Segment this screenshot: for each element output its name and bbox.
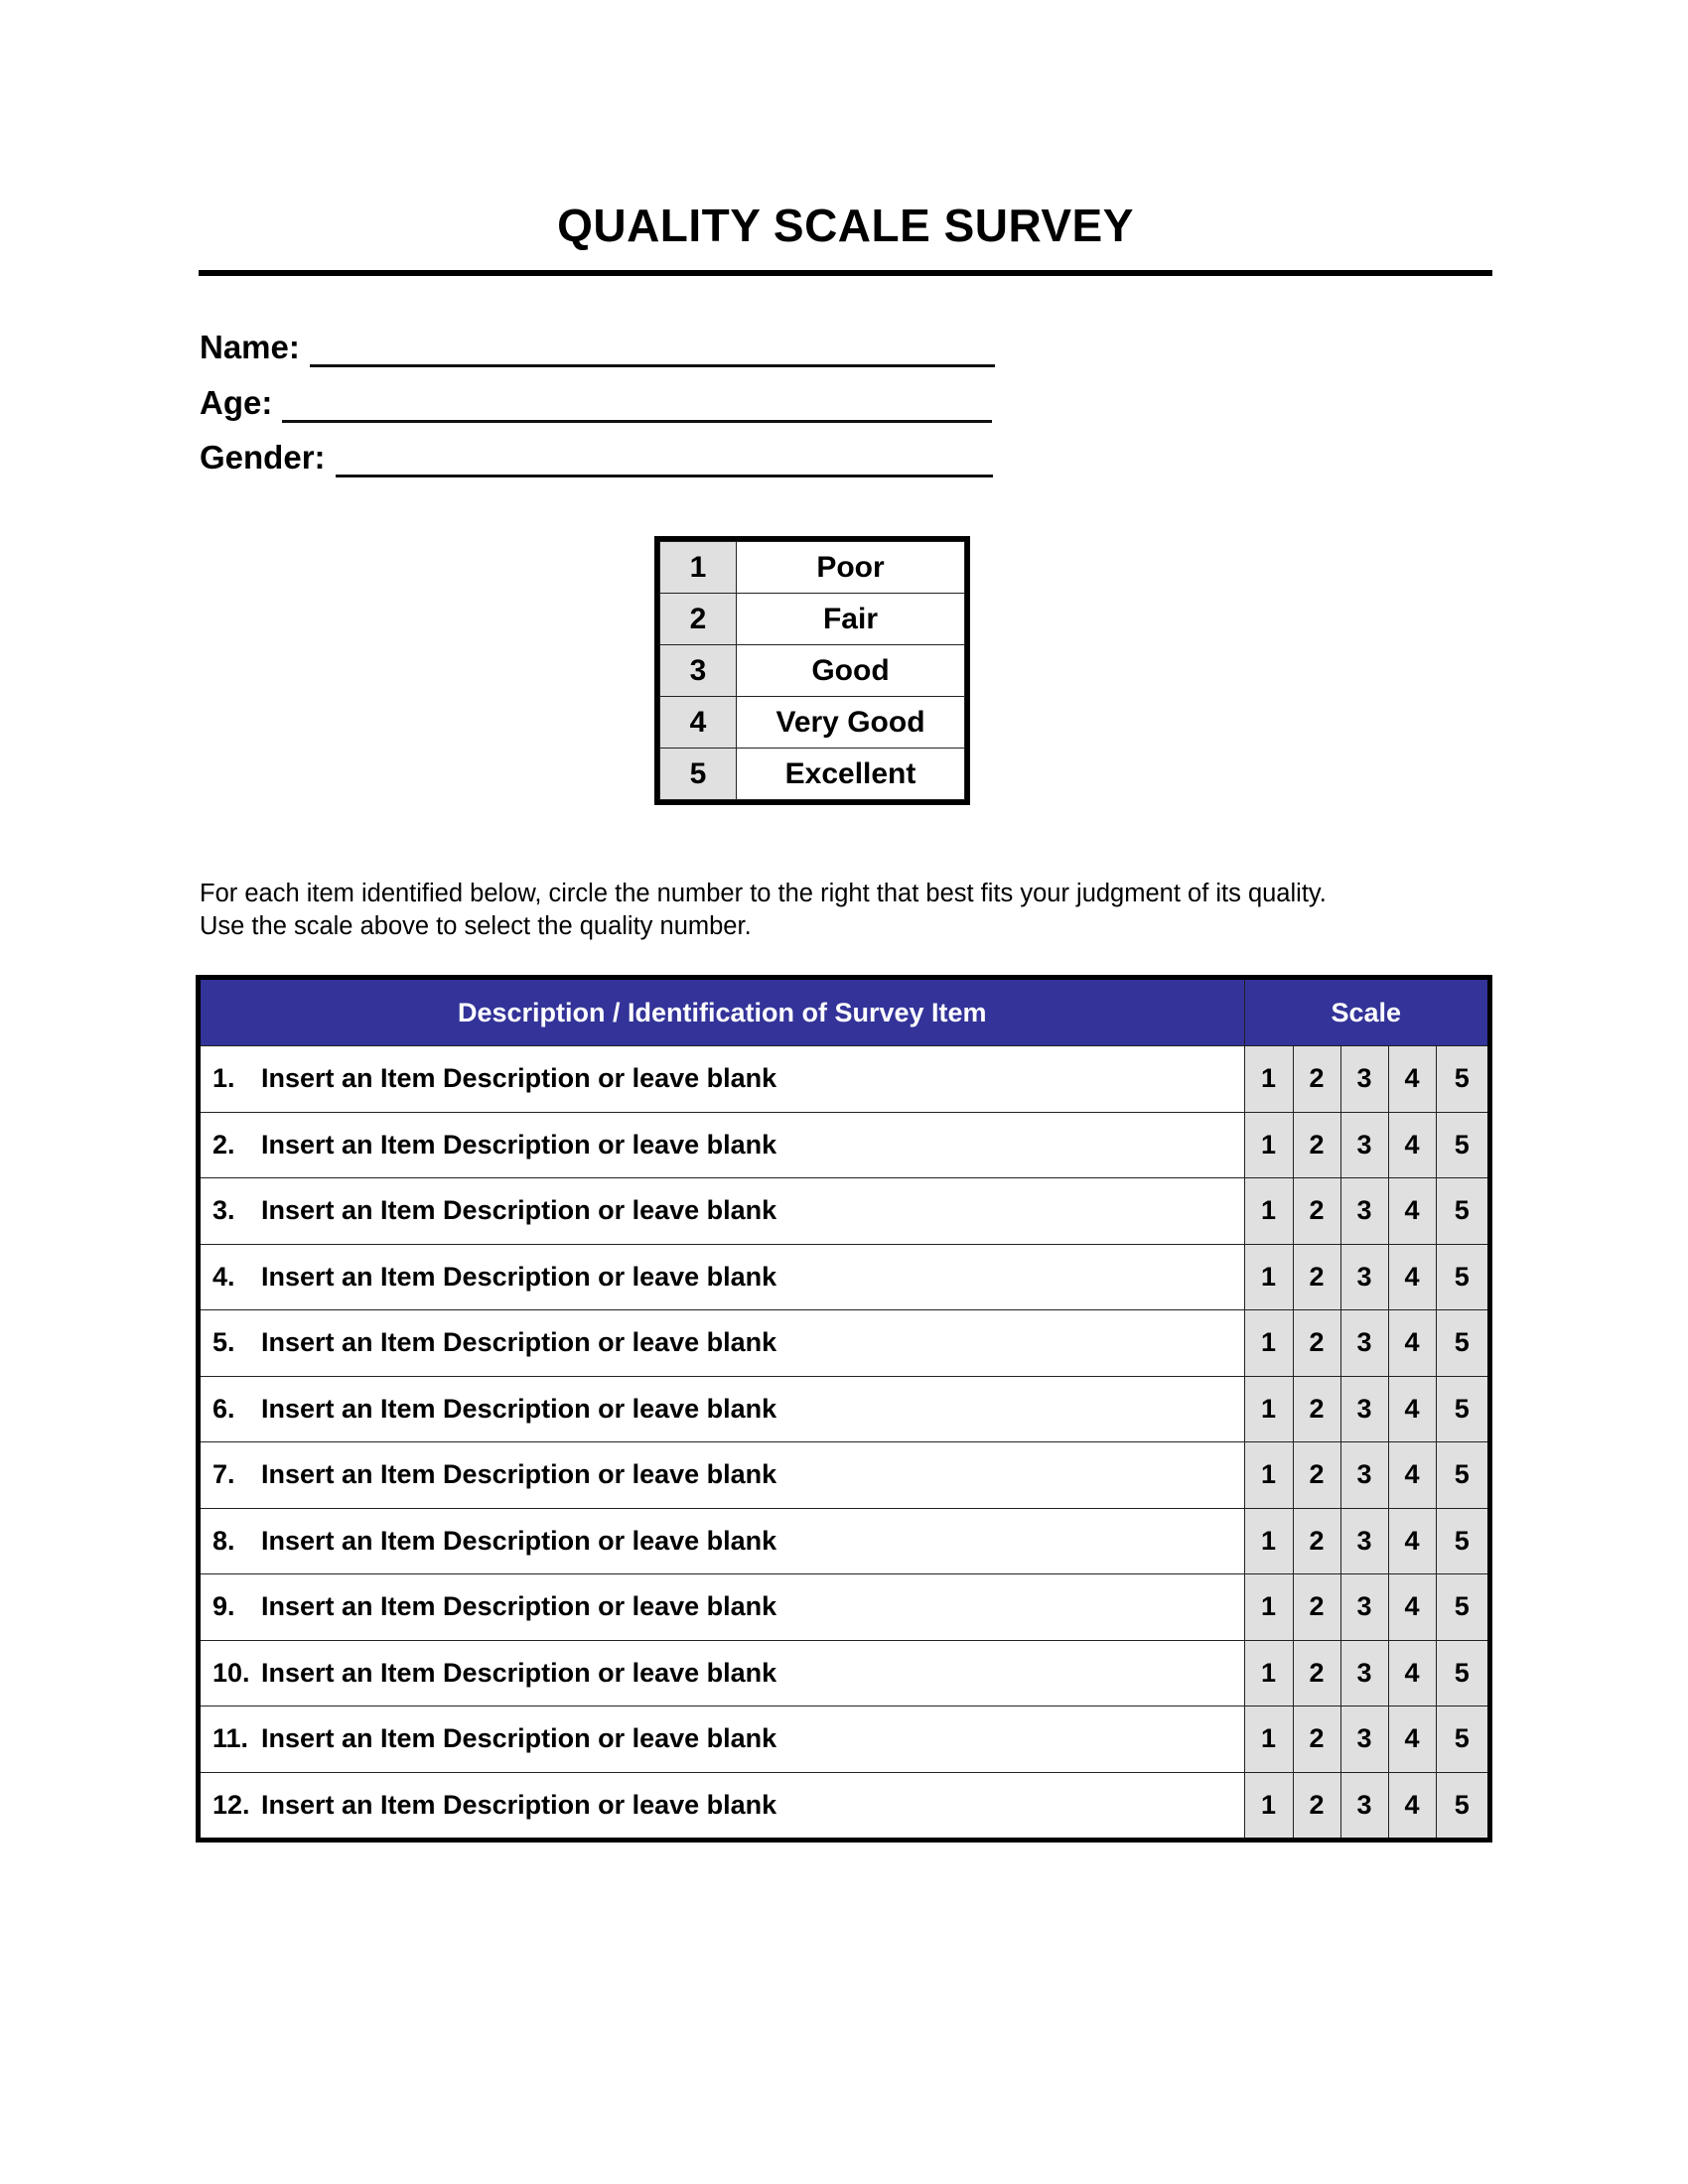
scale-option-2[interactable]: 2 [1293, 1310, 1340, 1377]
survey-item-row [201, 1706, 1487, 1773]
survey-item-description[interactable] [201, 1442, 1244, 1509]
scale-option-3[interactable]: 3 [1340, 1112, 1388, 1178]
survey-item-row [201, 1244, 1487, 1310]
scale-option-3[interactable]: 3 [1340, 1574, 1388, 1641]
survey-item-text: Insert an Item Description or leave blank [261, 1657, 777, 1688]
survey-table [201, 980, 1487, 1838]
scale-option-2[interactable]: 2 [1293, 1178, 1340, 1245]
gender-blank-line[interactable] [336, 445, 993, 478]
survey-item-description[interactable] [201, 1178, 1244, 1245]
scale-option-5[interactable]: 5 [1436, 1442, 1487, 1509]
survey-item-text: Insert an Item Description or leave blank [261, 1591, 777, 1622]
scale-option-3[interactable]: 3 [1340, 1310, 1388, 1377]
survey-item-number: 3. [212, 1195, 235, 1226]
scale-option-1[interactable]: 1 [1244, 1706, 1293, 1773]
scale-option-1[interactable]: 1 [1244, 1376, 1293, 1442]
scale-option-2[interactable]: 2 [1293, 1706, 1340, 1773]
survey-item-description[interactable] [201, 1772, 1244, 1838]
legend-label: Fair [737, 594, 965, 645]
survey-item-number: 5. [212, 1327, 235, 1358]
survey-item-description[interactable] [201, 1508, 1244, 1574]
scale-option-3[interactable]: 3 [1340, 1640, 1388, 1706]
legend-row [660, 749, 965, 800]
scale-option-5[interactable]: 5 [1436, 1640, 1487, 1706]
legend-row [660, 594, 965, 645]
survey-item-number: 6. [212, 1393, 235, 1424]
scale-option-1[interactable]: 1 [1244, 1772, 1293, 1838]
survey-item-row [201, 1046, 1487, 1113]
age-field [200, 383, 992, 423]
survey-item-text: Insert an Item Description or leave blank [261, 1063, 777, 1094]
scale-option-1[interactable]: 1 [1244, 1244, 1293, 1310]
scale-option-2[interactable]: 2 [1293, 1640, 1340, 1706]
survey-item-text: Insert an Item Description or leave blank [261, 1129, 777, 1160]
scale-option-5[interactable]: 5 [1436, 1508, 1487, 1574]
scale-legend-table [659, 541, 965, 800]
scale-option-4[interactable]: 4 [1388, 1574, 1436, 1641]
instructions-line-1: For each item identified below, circle the number to the right that best fits your judgment of its quality. [200, 880, 1327, 907]
scale-option-2[interactable]: 2 [1293, 1376, 1340, 1442]
scale-option-3[interactable]: 3 [1340, 1244, 1388, 1310]
survey-item-row [201, 1442, 1487, 1509]
legend-value: 2 [660, 594, 737, 645]
survey-item-number: 2. [212, 1129, 235, 1160]
scale-option-3[interactable]: 3 [1340, 1376, 1388, 1442]
survey-item-number: 4. [212, 1261, 235, 1292]
survey-item-row [201, 1574, 1487, 1641]
name-field [200, 328, 995, 367]
survey-item-description[interactable] [201, 1244, 1244, 1310]
scale-option-1[interactable]: 1 [1244, 1112, 1293, 1178]
legend-value: 4 [660, 697, 737, 749]
legend-value: 1 [660, 542, 737, 594]
survey-item-row [201, 1640, 1487, 1706]
scale-option-2[interactable]: 2 [1293, 1574, 1340, 1641]
scale-option-5[interactable]: 5 [1436, 1178, 1487, 1245]
legend-row [660, 542, 965, 594]
survey-item-text: Insert an Item Description or leave blank [261, 1195, 777, 1226]
survey-item-description[interactable] [201, 1574, 1244, 1641]
legend-row [660, 645, 965, 697]
scale-option-3[interactable]: 3 [1340, 1178, 1388, 1245]
survey-header-row [201, 980, 1487, 1046]
scale-option-5[interactable]: 5 [1436, 1574, 1487, 1641]
scale-option-5[interactable]: 5 [1436, 1046, 1487, 1113]
gender-field [200, 438, 993, 478]
scale-option-3[interactable]: 3 [1340, 1706, 1388, 1773]
instructions-line-2: Use the scale above to select the quality number. [200, 912, 752, 940]
legend-value: 3 [660, 645, 737, 697]
description-column-header: Description / Identification of Survey Item [201, 980, 1244, 1046]
scale-option-3[interactable]: 3 [1340, 1046, 1388, 1113]
scale-option-5[interactable]: 5 [1436, 1112, 1487, 1178]
gender-label: Gender: [200, 439, 326, 476]
survey-item-description[interactable] [201, 1112, 1244, 1178]
scale-option-5[interactable]: 5 [1436, 1244, 1487, 1310]
survey-table-container [196, 975, 1492, 1843]
survey-item-text: Insert an Item Description or leave blank [261, 1261, 777, 1292]
survey-item-text: Insert an Item Description or leave blank [261, 1525, 777, 1556]
survey-item-row [201, 1772, 1487, 1838]
survey-item-number: 7. [212, 1459, 235, 1490]
scale-option-4[interactable]: 4 [1388, 1376, 1436, 1442]
survey-item-row [201, 1310, 1487, 1377]
scale-option-4[interactable]: 4 [1388, 1706, 1436, 1773]
survey-item-description[interactable] [201, 1310, 1244, 1377]
survey-item-row [201, 1508, 1487, 1574]
scale-option-4[interactable]: 4 [1388, 1178, 1436, 1245]
legend-label: Good [737, 645, 965, 697]
scale-option-2[interactable]: 2 [1293, 1772, 1340, 1838]
survey-item-number: 10. [212, 1657, 250, 1688]
survey-item-text: Insert an Item Description or leave blank [261, 1723, 777, 1754]
survey-item-text: Insert an Item Description or leave blank [261, 1327, 777, 1358]
legend-label: Very Good [737, 697, 965, 749]
scale-option-1[interactable]: 1 [1244, 1508, 1293, 1574]
scale-option-5[interactable]: 5 [1436, 1706, 1487, 1773]
survey-item-description[interactable] [201, 1706, 1244, 1773]
survey-item-text: Insert an Item Description or leave blank [261, 1789, 777, 1820]
scale-option-2[interactable]: 2 [1293, 1046, 1340, 1113]
scale-option-3[interactable]: 3 [1340, 1442, 1388, 1509]
survey-item-row [201, 1376, 1487, 1442]
document-title: QUALITY SCALE SURVEY [557, 200, 1134, 251]
scale-option-2[interactable]: 2 [1293, 1442, 1340, 1509]
survey-item-row [201, 1178, 1487, 1245]
survey-item-number: 12. [212, 1789, 250, 1820]
survey-item-row [201, 1112, 1487, 1178]
survey-item-number: 11. [212, 1723, 249, 1754]
scale-option-5[interactable]: 5 [1436, 1772, 1487, 1838]
legend-row [660, 697, 965, 749]
scale-option-2[interactable]: 2 [1293, 1508, 1340, 1574]
scale-option-4[interactable]: 4 [1388, 1112, 1436, 1178]
scale-option-2[interactable]: 2 [1293, 1112, 1340, 1178]
scale-option-1[interactable]: 1 [1244, 1574, 1293, 1641]
age-label: Age: [200, 384, 273, 421]
scale-option-4[interactable]: 4 [1388, 1046, 1436, 1113]
scale-option-2[interactable]: 2 [1293, 1244, 1340, 1310]
age-blank-line[interactable] [282, 390, 992, 423]
legend-label: Excellent [737, 749, 965, 800]
scale-option-5[interactable]: 5 [1436, 1376, 1487, 1442]
scale-option-5[interactable]: 5 [1436, 1310, 1487, 1377]
scale-option-1[interactable]: 1 [1244, 1640, 1293, 1706]
survey-item-number: 9. [212, 1591, 235, 1622]
scale-option-1[interactable]: 1 [1244, 1310, 1293, 1377]
scale-option-4[interactable]: 4 [1388, 1640, 1436, 1706]
survey-item-description[interactable] [201, 1046, 1244, 1113]
survey-item-text: Insert an Item Description or leave blank [261, 1393, 777, 1424]
scale-option-3[interactable]: 3 [1340, 1508, 1388, 1574]
scale-option-1[interactable]: 1 [1244, 1046, 1293, 1113]
title-divider [199, 270, 1492, 276]
scale-option-3[interactable]: 3 [1340, 1772, 1388, 1838]
scale-option-4[interactable]: 4 [1388, 1772, 1436, 1838]
legend-label: Poor [737, 542, 965, 594]
scale-option-4[interactable]: 4 [1388, 1244, 1436, 1310]
scale-option-1[interactable]: 1 [1244, 1178, 1293, 1245]
survey-item-text: Insert an Item Description or leave blank [261, 1459, 777, 1490]
scale-option-4[interactable]: 4 [1388, 1508, 1436, 1574]
survey-item-description[interactable] [201, 1376, 1244, 1442]
scale-option-1[interactable]: 1 [1244, 1442, 1293, 1509]
scale-option-4[interactable]: 4 [1388, 1310, 1436, 1377]
survey-item-number: 1. [212, 1063, 235, 1094]
instructions [200, 878, 1327, 943]
scale-option-4[interactable]: 4 [1388, 1442, 1436, 1509]
scale-column-header: Scale [1244, 980, 1487, 1046]
name-label: Name: [200, 329, 300, 365]
survey-item-number: 8. [212, 1525, 235, 1556]
scale-legend [654, 536, 970, 805]
name-blank-line[interactable] [310, 335, 995, 367]
legend-value: 5 [660, 749, 737, 800]
survey-item-description[interactable] [201, 1640, 1244, 1706]
